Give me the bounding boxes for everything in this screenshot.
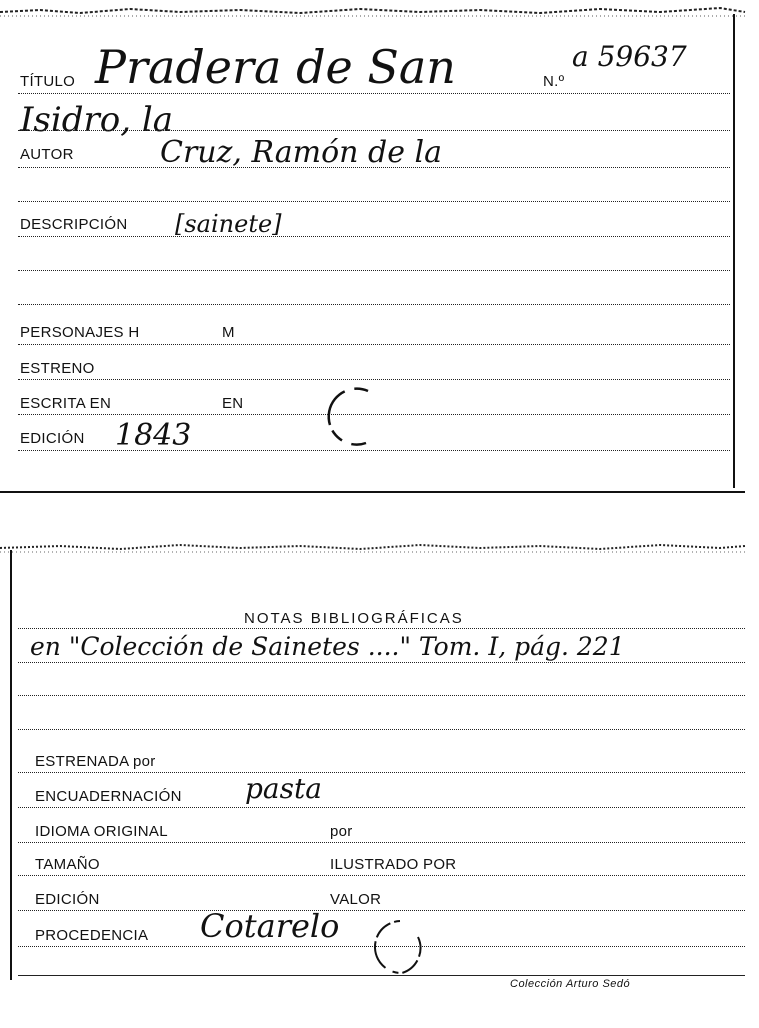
notas-title-line [18, 628, 745, 629]
idioma-line [18, 842, 745, 843]
back-top-edge [0, 540, 759, 560]
titulo-value-line2: Isidro, la [20, 100, 173, 140]
ilustrado-label: ILUSTRADO POR [330, 856, 457, 873]
personajes-m-label: M [222, 324, 235, 341]
titulo-value-line1: Pradera de San [95, 40, 456, 94]
bottom-line [18, 975, 745, 976]
autor-value: Cruz, Ramón de la [160, 135, 442, 170]
back-left-edge [10, 550, 12, 980]
titulo-label: TÍTULO [20, 73, 76, 90]
edicion-value: 1843 [115, 418, 192, 453]
numero-value: a 59637 [572, 40, 687, 73]
titulo-line-1 [18, 93, 730, 94]
tamano-label: TAMAÑO [35, 856, 100, 873]
edicion-label: EDICIÓN [20, 430, 85, 447]
descripcion-line [18, 236, 730, 237]
valor-label: VALOR [330, 891, 382, 908]
descripcion-label: DESCRIPCIÓN [20, 216, 128, 233]
front-right-edge [733, 14, 735, 488]
descripcion-value: [sainete] [175, 210, 282, 238]
blank-line-2 [18, 270, 730, 271]
notas-title: NOTAS BIBLIOGRÁFICAS [244, 610, 464, 627]
idioma-por-label: por [330, 823, 353, 840]
edicion-valor-line [18, 910, 745, 911]
estrenada-line [18, 772, 745, 773]
estrenada-label: ESTRENADA por [35, 753, 156, 770]
escrita-en2-label: EN [222, 395, 244, 412]
front-punch-hole [320, 385, 390, 455]
estreno-line [18, 379, 730, 380]
encuadernacion-value: pasta [245, 772, 322, 805]
numero-label: N.º [543, 73, 565, 90]
encuadernacion-line [18, 807, 745, 808]
coleccion-label: Colección Arturo Sedó [510, 978, 631, 990]
idioma-label: IDIOMA ORIGINAL [35, 823, 168, 840]
personajes-label: PERSONAJES H [20, 324, 140, 341]
blank-line-3 [18, 304, 730, 305]
titulo-line-2 [18, 130, 730, 131]
notas-line-1 [18, 662, 745, 663]
blank-line-1 [18, 201, 730, 202]
procedencia-label: PROCEDENCIA [35, 927, 149, 944]
notas-value: en "Colección de Sainetes ...." Tom. I, pág. 221 [30, 632, 625, 661]
front-bottom-edge [0, 491, 745, 493]
notas-line-3 [18, 729, 745, 730]
personajes-line [18, 344, 730, 345]
tamano-line [18, 875, 745, 876]
notas-line-2 [18, 695, 745, 696]
escrita-en-label: ESCRITA EN [20, 395, 112, 412]
back-edicion-label: EDICIÓN [35, 891, 100, 908]
encuadernacion-label: ENCUADERNACIÓN [35, 788, 182, 805]
front-top-edge [0, 0, 759, 30]
estreno-label: ESTRENO [20, 360, 95, 377]
procedencia-value: Cotarelo [200, 907, 340, 945]
autor-line [18, 167, 730, 168]
autor-label: AUTOR [20, 146, 74, 163]
